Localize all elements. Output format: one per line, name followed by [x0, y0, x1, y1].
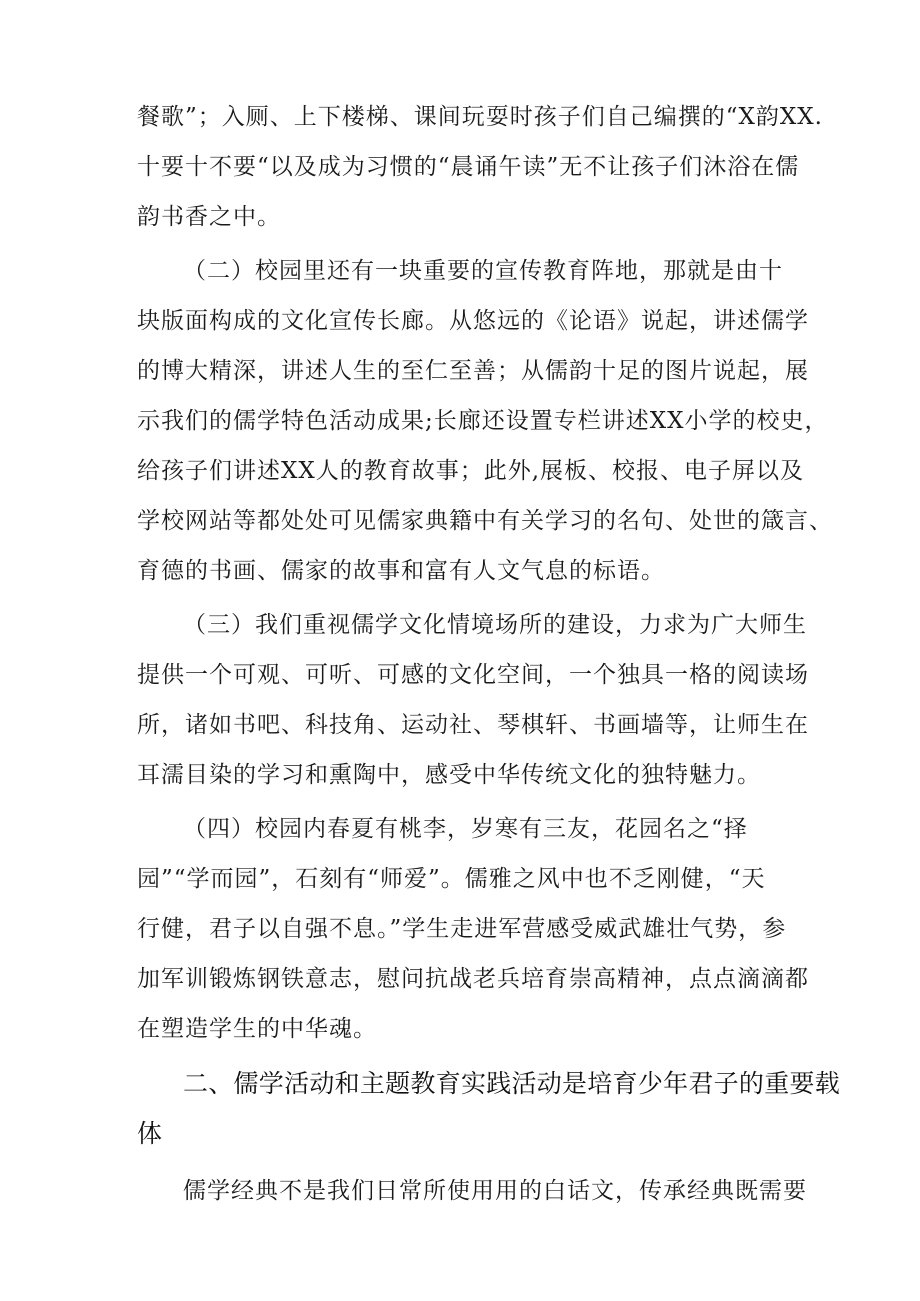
text-line: 示我们的儒学特色活动成果;长廊还设置专栏讲述XX小学的校史， [137, 408, 829, 434]
text-line: 提供一个可观、可听、可感的文化空间，一个独具一格的阅读场 [137, 662, 809, 688]
text-line-last: 儒学经典不是我们日常所使用用的白话文，传承经典既需要 [183, 1178, 807, 1204]
text-line: 餐歌”；入厕、上下楼梯、课间玩耍时孩子们自己编撰的“X韵XX. [137, 104, 823, 130]
text-line: 耳濡目染的学习和熏陶中，感受中华传统文化的独特魅力。 [137, 762, 761, 788]
paragraph-2-first-line: （二）校园里还有一块重要的宣传教育阵地，那就是由十 [183, 258, 783, 284]
text-line: 育德的书画、儒家的故事和富有人文气息的标语。 [137, 558, 665, 584]
text-line: 给孩子们讲述XX人的教育故事；此外,展板、校报、电子屏以及 [137, 458, 805, 484]
section-heading-line1: 二、儒学活动和主题教育实践活动是培育少年君子的重要载 [183, 1069, 841, 1098]
text-line: 园”“学而园”，石刻有“师爱”。儒雅之风中也不乏刚健，“天 [137, 866, 766, 892]
text-line: 十要十不要“以及成为习惯的“晨诵午读”无不让孩子们沐浴在儒 [137, 154, 800, 180]
section-heading-line2: 体 [137, 1119, 163, 1148]
text-line: 块版面构成的文化宣传长廊。从悠远的《论语》说起，讲述儒学 [137, 308, 809, 334]
text-line: 学校网站等都处处可见儒家典籍中有关学习的名句、处世的箴言、 [137, 508, 833, 534]
paragraph-4-first-line: （四）校园内春夏有桃李，岁寒有三友，花园名之“择 [183, 816, 748, 842]
text-line: 韵书香之中。 [137, 204, 281, 230]
text-line: 的博大精深，讲述人生的至仁至善；从儒韵十足的图片说起，展 [137, 358, 809, 384]
paragraph-3-first-line: （三）我们重视儒学文化情境场所的建设，力求为广大师生 [183, 612, 807, 638]
text-line: 加军训锻炼钢铁意志，慰问抗战老兵培育崇高精神，点点滴滴都 [137, 966, 809, 992]
text-line: 在塑造学生的中华魂。 [137, 1016, 377, 1042]
text-line: 行健，君子以自强不息。”学生走进军营感受威武雄壮气势，参 [137, 916, 787, 942]
text-line: 所，诸如书吧、科技角、运动社、琴棋轩、书画墙等，让师生在 [137, 712, 809, 738]
